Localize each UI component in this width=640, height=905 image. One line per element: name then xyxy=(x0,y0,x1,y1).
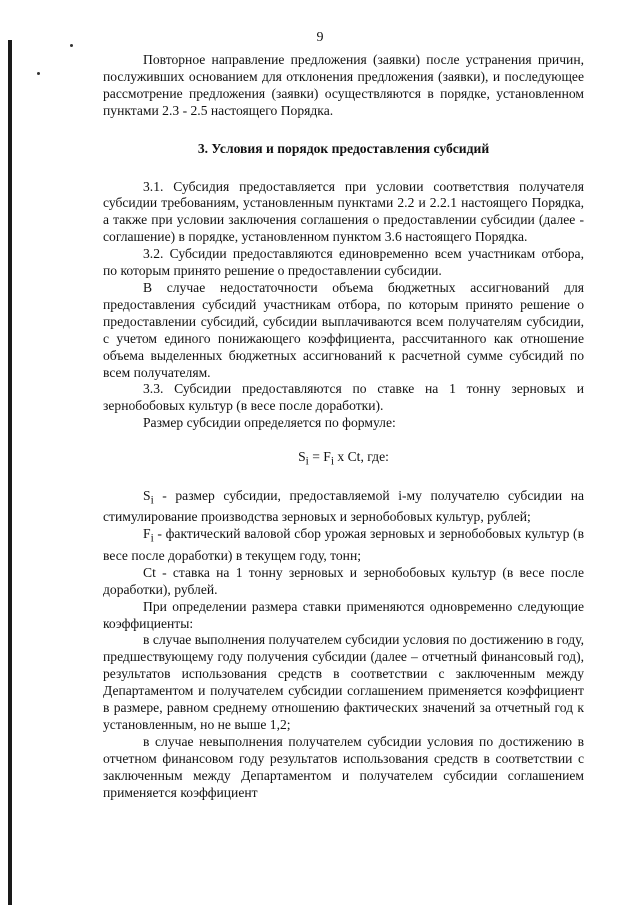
paragraph-shortage: В случае недостаточности объема бюджетных ассигнований для предоставления субсидий участникам отбора, по которым принято решение о предоставлении субсидий, субсидии выплачиваются всем получателям субсидии, с учетом единого понижающего коэффициента, рассчитанного как отношение объема выделенных бюджетных ассигнований к расчетной сумме субсидий по всем получателям. xyxy=(103,279,584,380)
paragraph-3-2: 3.2. Субсидии предоставляются единовременно всем участникам отбора, по которым принято решение о предоставлении субсидии. xyxy=(103,246,584,279)
document-body xyxy=(103,52,584,802)
paragraph-formula-intro: Размер субсидии определяется по формуле: xyxy=(143,415,396,431)
paragraph-case-fulfilled: в случае выполнения получателем субсидии условия по достижению в году, предшествующему году получения субсидии (далее – отчетный финансовый год), результатов использования средств в соответствии с заключенным между Департаментом и получателем субсидии соглашением применяется коэффициент в размере, равном среднему отношению фактических значений за отчетный год к установленным, но не выше 1,2; xyxy=(103,632,584,732)
paragraph-ct-definition: Ct - ставка на 1 тонну зерновых и зернобобовых культур (в весе после доработки), рублей. xyxy=(103,564,584,597)
paragraph-case-unfulfilled: в случае невыполнения получателем субсидии условия по достижению в отчетном финансовом году результатов использования средств в соответствии с заключенным между Департаментом и получателем субсидии соглашением применяется коэффициент xyxy=(103,733,584,800)
symbol-sub-i: i xyxy=(150,494,154,507)
fi-definition-text: - фактический валовой сбор урожая зерновых и зернобобовых культур (в весе после доработки) в текущем году, тонн; xyxy=(103,526,585,563)
subsidy-formula xyxy=(103,449,584,471)
formula-eq: = F xyxy=(308,449,331,465)
paragraph-fi-definition xyxy=(103,526,584,565)
page-number: 9 xyxy=(316,30,324,45)
formula-sub-i: i xyxy=(330,455,335,468)
formula-sub-i: i xyxy=(305,455,309,468)
scan-speck xyxy=(37,72,40,75)
paragraph-coefficients: При определении размера ставки применяются одновременно следующие коэффициенты: xyxy=(103,598,584,631)
scan-edge-bar xyxy=(8,40,12,905)
paragraph-3-3: 3.3. Субсидии предоставляются по ставке на 1 тонну зерновых и зернобобовых культур (в весе после доработки). xyxy=(103,381,584,414)
symbol-f: F xyxy=(143,526,151,542)
formula-rest: x Ct, где: xyxy=(334,449,389,465)
formula-s: S xyxy=(298,449,306,465)
paragraph-3-1: 3.1. Субсидия предоставляется при условии соответствия получателя субсидии требованиям, установленным пунктами 2.2 и 2.2.1 настоящего Порядка, а также при условии заключения соглашения о предоставлении субсидии (далее - соглашение) в порядке, установленном пунктом 3.6 настоящего Порядка. xyxy=(103,178,584,245)
paragraph-si-definition xyxy=(103,488,584,527)
paragraph-resubmission: Повторное направление предложения (заявки) после устранения причин, послуживших основанием для отклонения предложения (заявки), и последующее рассмотрение предложения (заявки) осуществляются в порядке, установленном пунктами 2.3 - 2.5 настоящего Порядка. xyxy=(103,52,584,118)
section-heading: 3. Условия и порядок предоставления субсидий xyxy=(197,140,490,156)
symbol-s: S xyxy=(143,487,151,503)
si-definition-text: - размер субсидии, предоставляемой i-му получателю субсидии на стимулирование производства зерновых и зернобобовых культур, рублей; xyxy=(103,487,585,525)
symbol-sub-i: i xyxy=(150,533,154,545)
